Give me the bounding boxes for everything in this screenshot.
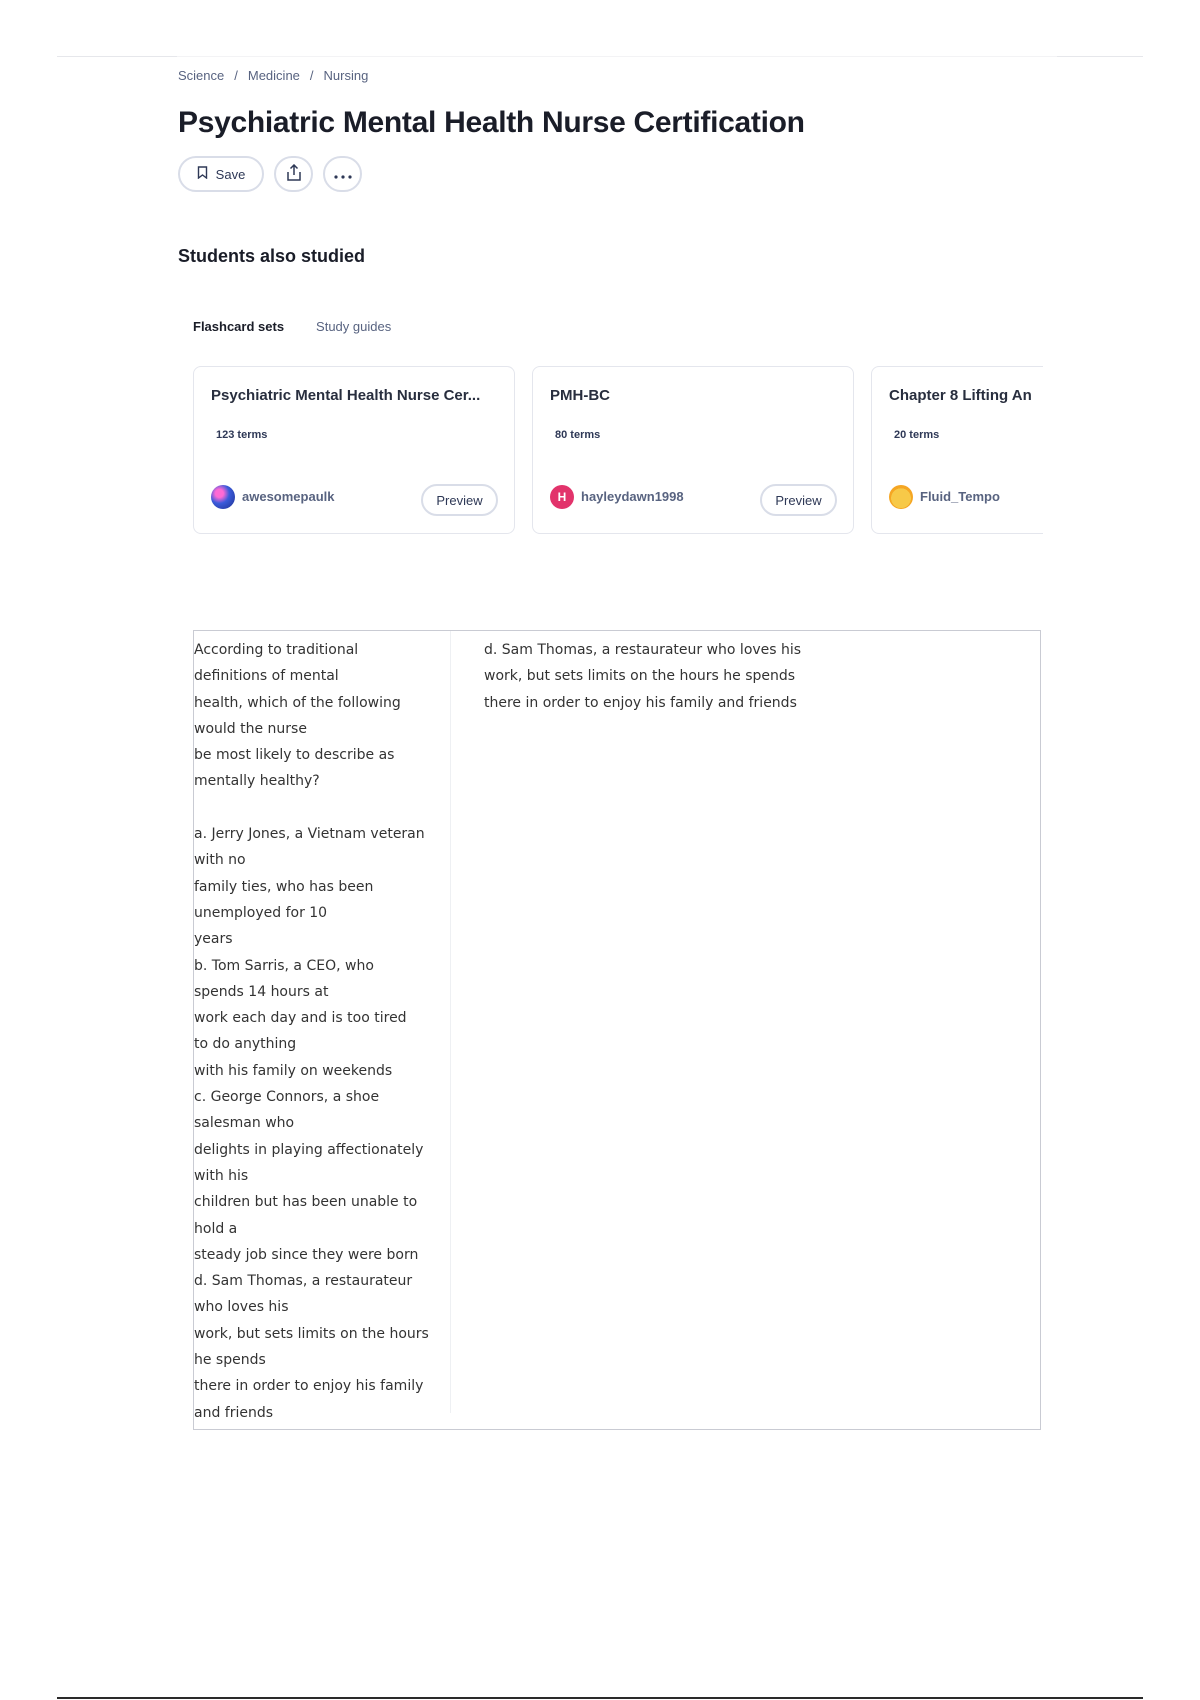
card-terms-count: 80 terms	[555, 429, 601, 441]
preview-button[interactable]: Preview	[421, 484, 498, 516]
more-icon	[334, 167, 352, 182]
avatar	[211, 485, 235, 509]
card-terms-count: 123 terms	[216, 429, 268, 441]
card-carousel-edge	[871, 360, 1043, 540]
card-title: PMH-BC	[550, 387, 610, 404]
top-divider	[57, 56, 1143, 57]
save-label: Save	[215, 166, 246, 182]
bottom-divider	[57, 1697, 1143, 1699]
section-title-students-also-studied: Students also studied	[178, 246, 366, 266]
card-terms-count: 20 terms	[894, 429, 940, 441]
flashcard-question: According to traditional definitions of mental health, which of the following would the nurse be most likely to describe as mentally healthy? a. Jerry Jones, a Vietnam veteran with no family ties, who has been unemployed for 10 years b. Tom Sarris, a CEO, who spends 14 hours at work each day and is too tired to do anything with his family on weekends c. George Connors, a shoe salesman who delights in playing affectionately with his children but has been unable to hold a steady job since they were born d. Sam Thomas, a restaurateur who loves his work, but sets limits on the hours he spends there in order to enjoy his family and friends	[194, 642, 429, 1421]
tab-flashcard-sets[interactable]: Flashcard sets	[193, 319, 285, 334]
breadcrumb-medicine[interactable]: Medicine	[247, 68, 300, 83]
share-icon	[286, 164, 302, 185]
card-username[interactable]: awesomepaulk	[242, 489, 335, 504]
card-title: Psychiatric Mental Health Nurse Cer...	[211, 387, 481, 404]
column-divider	[450, 631, 451, 1413]
preview-button[interactable]: Preview	[760, 484, 837, 516]
breadcrumb-separator: /	[309, 68, 314, 83]
bookmark-icon	[197, 166, 208, 182]
action-bar	[178, 156, 362, 192]
card-title: Chapter 8 Lifting An	[889, 387, 1032, 404]
flashcard-answer: d. Sam Thomas, a restaurateur who loves his work, but sets limits on the hours he spends there in order to enjoy his family and friends	[484, 642, 802, 711]
study-set-card[interactable]	[193, 366, 515, 534]
page-title: Psychiatric Mental Health Nurse Certification	[178, 106, 805, 139]
study-set-card[interactable]	[532, 366, 854, 534]
study-set-card[interactable]	[871, 366, 1043, 534]
card-username[interactable]: Fluid_Tempo	[920, 489, 1000, 504]
save-button[interactable]	[178, 156, 264, 192]
avatar	[889, 485, 913, 509]
card-username[interactable]: hayleydawn1998	[581, 489, 684, 504]
breadcrumb-nursing[interactable]: Nursing	[323, 68, 369, 83]
study-tabs	[193, 319, 391, 334]
tab-study-guides[interactable]: Study guides	[316, 319, 392, 334]
avatar: H	[550, 485, 574, 509]
breadcrumb-separator: /	[234, 68, 238, 83]
breadcrumb-science[interactable]: Science	[178, 68, 225, 83]
more-options-button[interactable]	[323, 156, 362, 192]
flashcard-table	[193, 630, 1041, 1430]
share-button[interactable]	[274, 156, 313, 192]
breadcrumb	[178, 68, 368, 83]
